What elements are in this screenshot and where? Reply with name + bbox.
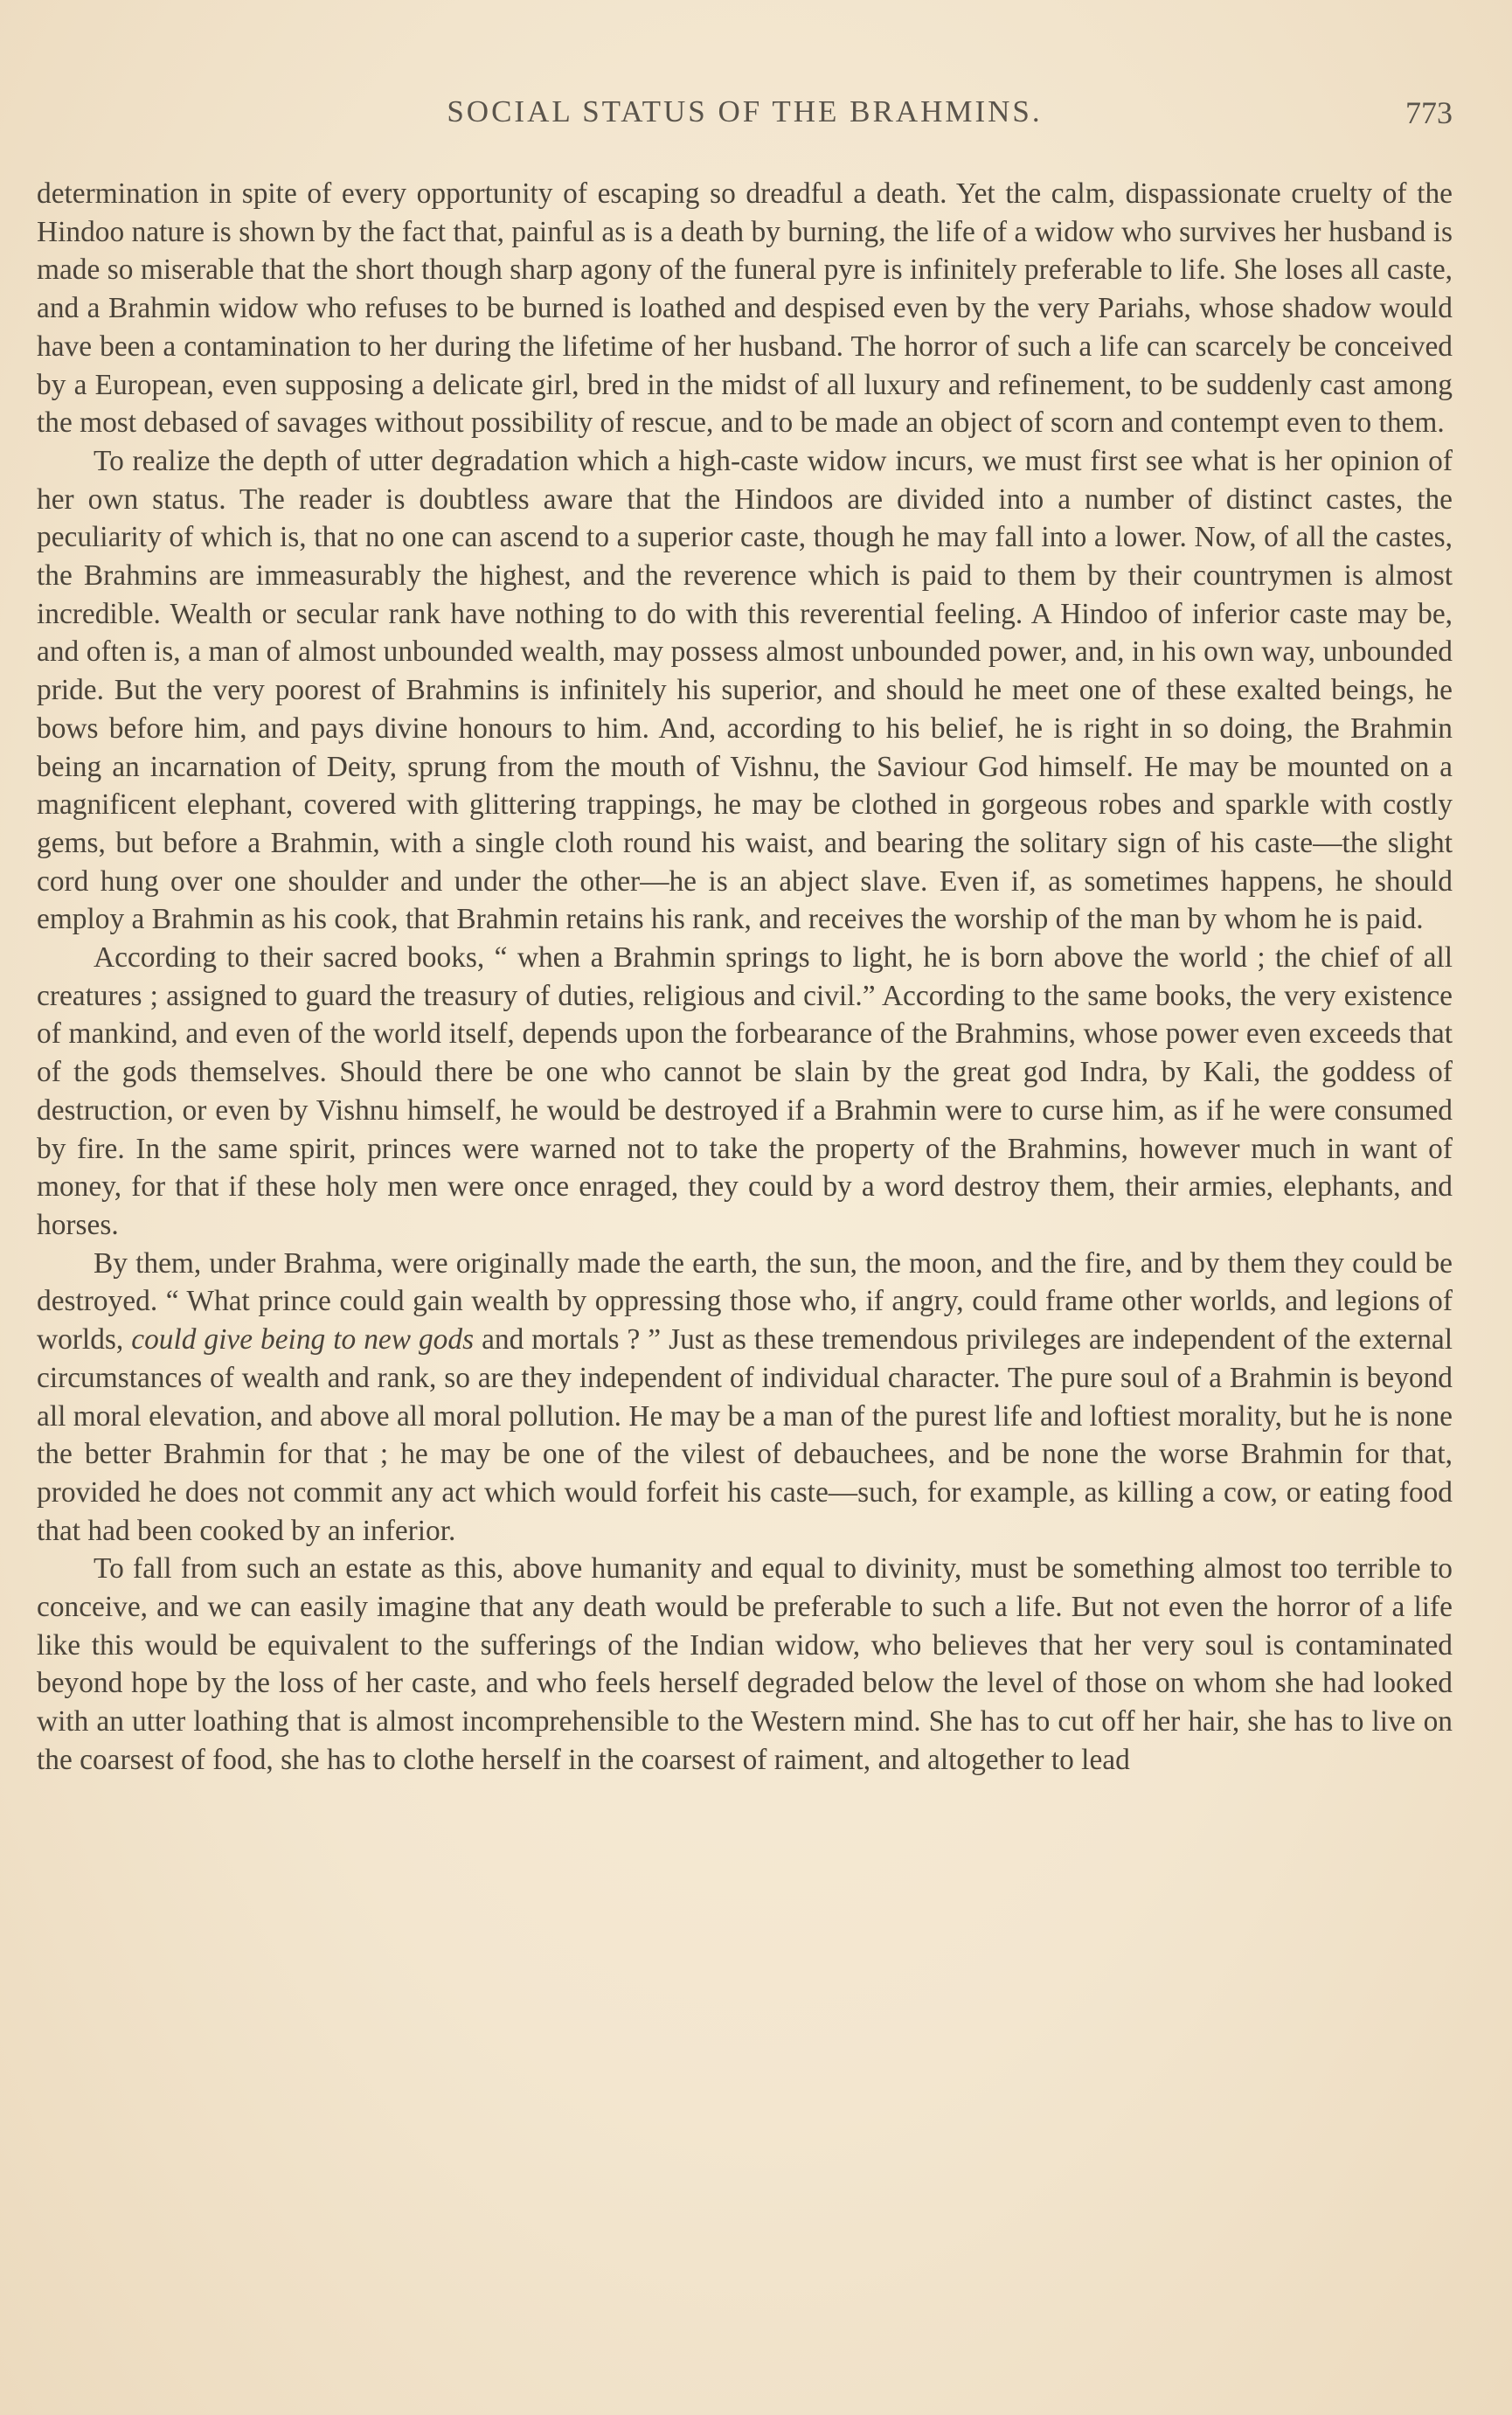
paragraph-1: determination in spite of every opportunity of escaping so dreadful a death. Yet the calm, dispassionate cruelty of the Hindoo nature is shown by the fact that, painful as is a death by burning, the life of a widow who survives her husband is made so miserable that the short though sharp agony of the funeral pyre is infinitely preferable to life. She loses all caste, and a Brahmin widow who refuses to be burned is loathed and despised even by the very Pariahs, whose shadow would have been a contamination to her during the lifetime of her husband. The horror of such a life can scarcely be conceived by a European, even supposing a delicate girl, bred in the midst of all luxury and refinement, to be suddenly cast among the most debased of savages without possibility of rescue, and to be made an object of scorn and contempt even to them. bbox=[37, 177, 1453, 440]
paragraph-4 bbox=[37, 1245, 1453, 1551]
paragraph-4-text-before: By them, under Brahma, were originally made the earth, the sun, the moon, and the fire, and by them they could be destroyed. “ What prince could gain wealth by oppressing those who, if angry, could frame other worlds, and legions of worlds, bbox=[37, 1246, 1453, 1357]
paragraph-5: To fall from such an estate as this, above humanity and equal to divinity, must be something almost too terrible to conceive, and we can easily imagine that any death would be preferable to such a life. But not even the horror of a life like this would be equivalent to the sufferings of the Indian widow, who believes that her very soul is contaminated beyond hope by the loss of her caste, and who feels herself degraded below the level of those on whom she had looked with an utter loathing that is almost incomprehensible to the Western mind. She has to cut off her hair, she has to live on the coarsest of food, she has to clothe herself in the coarsest of raiment, and altogether to lead bbox=[37, 1552, 1453, 1776]
paragraph-2: To realize the depth of utter degradation which a high-caste widow incurs, we must first see what is her opinion of her own status. The reader is doubtless aware that the Hindoos are divided into a number of distinct castes, the peculiarity of which is, that no one can ascend to a superior caste, though he may fall into a lower. Now, of all the castes, the Brahmins are immeasurably the highest, and the reverence which is paid to them by their countrymen is almost incredible. Wealth or secular rank have nothing to do with this reverential feeling. A Hindoo of inferior caste may be, and often is, a man of almost unbounded wealth, may possess almost unbounded power, and, in his own way, unbounded pride. But the very poorest of Brahmins is infinitely his superior, and should he meet one of these exalted beings, he bows before him, and pays divine honours to him. And, according to his belief, he is right in so doing, the Brahmin being an incarnation of Deity, sprung from the mouth of Vishnu, the Saviour God himself. He may be mounted on a magnificent elephant, covered with glittering trappings, he may be clothed in gorgeous robes and sparkle with costly gems, but before a Brahmin, with a single cloth round his waist, and bearing the solitary sign of his caste—the slight cord hung over one shoulder and under the other—he is an abject slave. Even if, as sometimes happens, he should employ a Brahmin as his cook, that Brahmin retains his rank, and receives the worship of the man by whom he is paid. bbox=[37, 444, 1453, 936]
paragraph-3: According to their sacred books, “ when a Brahmin springs to light, he is born above the world ; the chief of all creatures ; assigned to guard the treasury of duties, religious and civil.” According to the same books, the very existence of mankind, and even of the world itself, depends upon the forbearance of the Brahmins, whose power even exceeds that of the gods themselves. Should there be one who cannot be slain by the great god Indra, by Kali, the goddess of destruction, or even by Vishnu himself, he would be destroyed if a Brahmin were to curse him, as if he were consumed by fire. In the same spirit, princes were warned not to take the property of the Brahmins, however much in want of money, for that if these holy men were once enraged, they could by a word destroy them, their armies, elephants, and horses. bbox=[37, 941, 1453, 1241]
body-text bbox=[37, 175, 1453, 1780]
running-head: SOCIAL STATUS OF THE BRAHMINS. bbox=[447, 94, 1043, 128]
page-header bbox=[37, 94, 1453, 138]
page-number: 773 bbox=[1405, 95, 1453, 130]
paragraph-4-text-after: and mortals ? ” Just as these tremendous privileges are independent of the external circumstances of wealth and rank, so are they independent of individual character. The pure soul of a Brahmin is beyond all moral elevation, and above all moral pollution. He may be a man of the purest life and loftiest morality, but he is none the better Brahmin for that ; he may be one of the vilest of debauchees, and be none the worse Brahmin for that, provided he does not commit any act which would forfeit his caste—such, for example, as killing a cow, or eating food that had been cooked by an inferior. bbox=[37, 1323, 1453, 1547]
paragraph-4-italic-phrase: could give being to new gods bbox=[131, 1323, 475, 1357]
